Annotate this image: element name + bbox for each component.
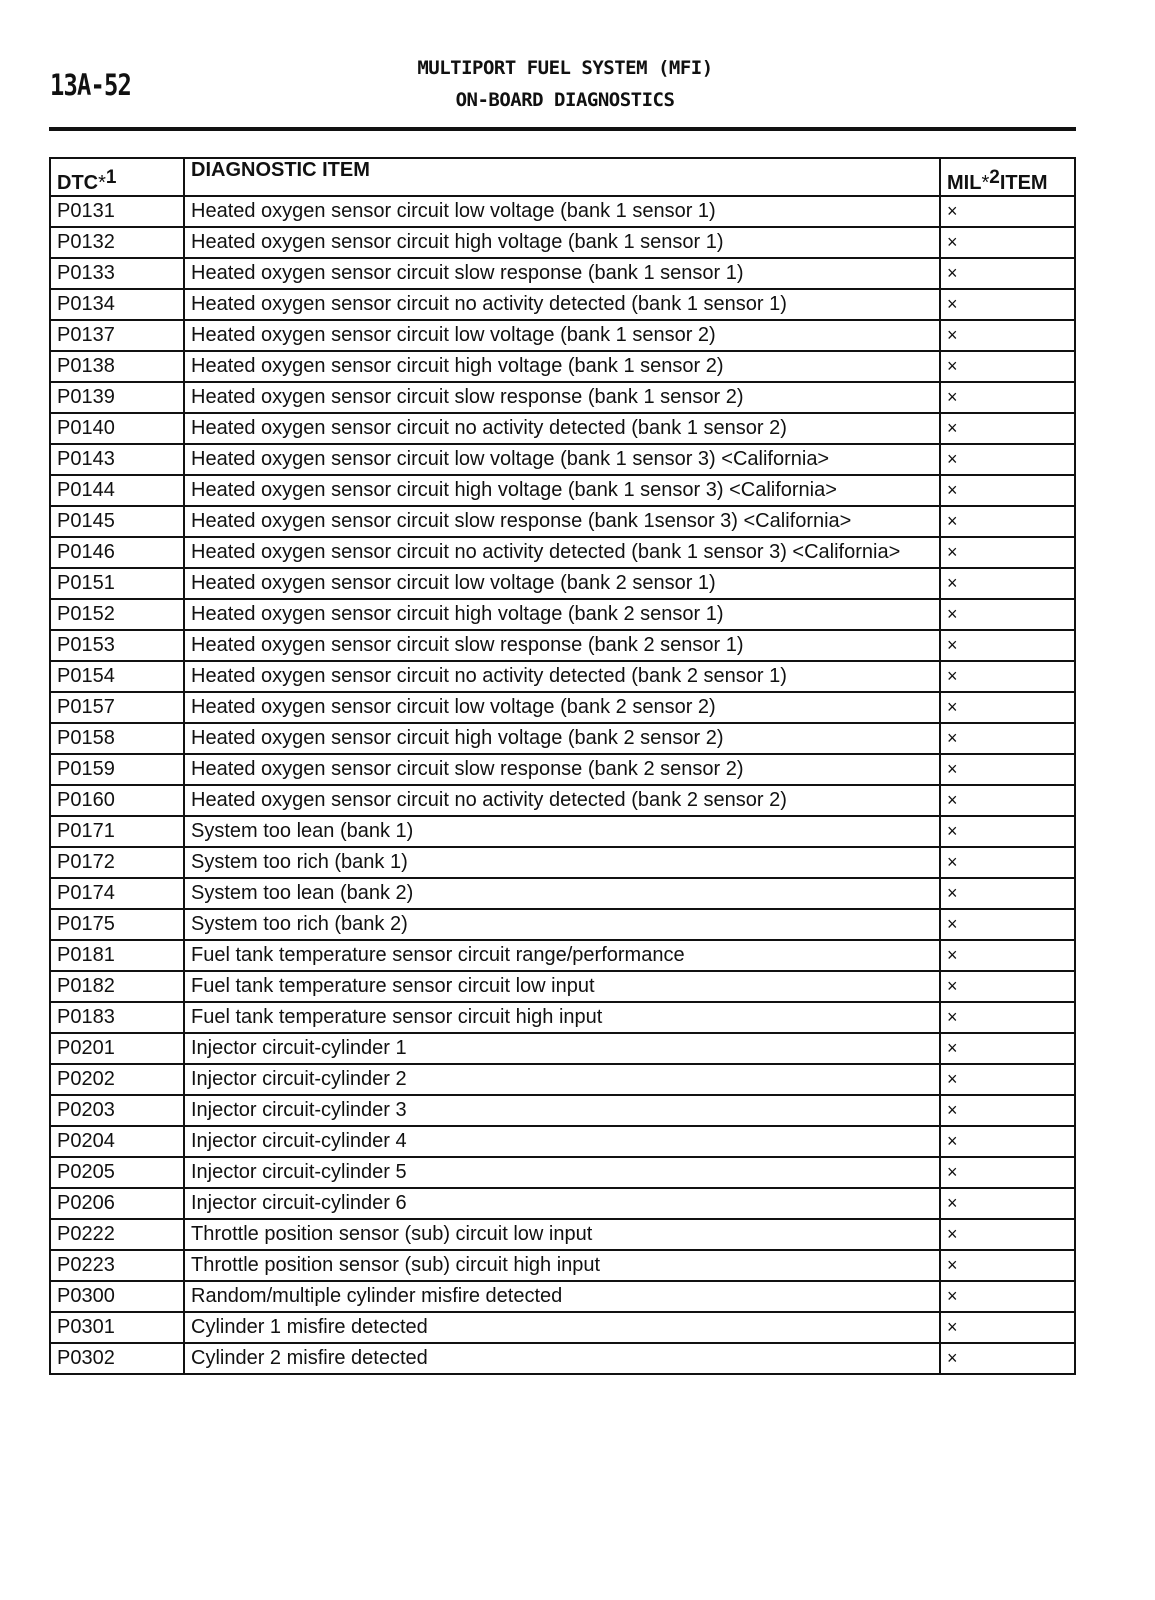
- mil-item-cell: ×: [940, 940, 1075, 971]
- diagnostic-item-cell: Throttle position sensor (sub) circuit low input: [184, 1219, 940, 1250]
- diagnostic-item-cell: Heated oxygen sensor circuit no activity detected (bank 1 sensor 1): [184, 289, 940, 320]
- table-row: [50, 1126, 1075, 1157]
- mil-item-cell: ×: [940, 196, 1075, 227]
- mil-item-cell: ×: [940, 909, 1075, 940]
- mil-item-cell: ×: [940, 630, 1075, 661]
- table-row: [50, 723, 1075, 754]
- dtc-code-cell: P0223: [50, 1250, 184, 1281]
- mil-item-cell: ×: [940, 1095, 1075, 1126]
- dtc-code-cell: P0160: [50, 785, 184, 816]
- table-row: [50, 940, 1075, 971]
- diagnostic-item-cell: System too rich (bank 1): [184, 847, 940, 878]
- table-row: [50, 475, 1075, 506]
- mil-item-cell: ×: [940, 1343, 1075, 1374]
- mil-item-cell: ×: [940, 1126, 1075, 1157]
- dtc-code-cell: P0301: [50, 1312, 184, 1343]
- diagnostic-item-cell: Cylinder 2 misfire detected: [184, 1343, 940, 1374]
- dtc-code-cell: P0151: [50, 568, 184, 599]
- table-row: [50, 692, 1075, 723]
- mil-item-cell: ×: [940, 351, 1075, 382]
- dtc-table: [49, 157, 1076, 1375]
- table-row: [50, 785, 1075, 816]
- dtc-code-cell: P0140: [50, 413, 184, 444]
- table-row: [50, 320, 1075, 351]
- table-row: [50, 599, 1075, 630]
- mil-item-cell: ×: [940, 413, 1075, 444]
- mil-item-cell: ×: [940, 785, 1075, 816]
- dtc-code-cell: P0145: [50, 506, 184, 537]
- diagnostic-item-cell: Injector circuit-cylinder 6: [184, 1188, 940, 1219]
- dtc-code-cell: P0153: [50, 630, 184, 661]
- dtc-code-cell: P0137: [50, 320, 184, 351]
- mil-item-cell: ×: [940, 537, 1075, 568]
- mil-item-cell: ×: [940, 1002, 1075, 1033]
- page-number: 13A-52: [50, 68, 131, 102]
- diagnostic-item-cell: Fuel tank temperature sensor circuit range/performance: [184, 940, 940, 971]
- diagnostic-item-cell: Heated oxygen sensor circuit slow response (bank 2 sensor 1): [184, 630, 940, 661]
- table-row: [50, 816, 1075, 847]
- table-row: [50, 1095, 1075, 1126]
- diagnostic-item-cell: Heated oxygen sensor circuit slow response (bank 1 sensor 1): [184, 258, 940, 289]
- dtc-code-cell: P0143: [50, 444, 184, 475]
- table-row: [50, 444, 1075, 475]
- dtc-code-cell: P0144: [50, 475, 184, 506]
- dtc-code-cell: P0139: [50, 382, 184, 413]
- dtc-code-cell: P0138: [50, 351, 184, 382]
- diagnostic-item-cell: Fuel tank temperature sensor circuit high input: [184, 1002, 940, 1033]
- diagnostic-item-cell: Heated oxygen sensor circuit no activity detected (bank 2 sensor 1): [184, 661, 940, 692]
- mil-item-cell: ×: [940, 444, 1075, 475]
- section-subtitle: ON-BOARD DIAGNOSTICS: [455, 89, 675, 111]
- mil-item-cell: ×: [940, 1281, 1075, 1312]
- mil-item-cell: ×: [940, 1033, 1075, 1064]
- table-row: [50, 568, 1075, 599]
- diagnostic-item-cell: System too lean (bank 2): [184, 878, 940, 909]
- table-row: [50, 227, 1075, 258]
- mil-item-cell: ×: [940, 661, 1075, 692]
- dtc-code-cell: P0131: [50, 196, 184, 227]
- mil-item-cell: ×: [940, 692, 1075, 723]
- diagnostic-item-cell: Heated oxygen sensor circuit no activity detected (bank 2 sensor 2): [184, 785, 940, 816]
- diagnostic-item-cell: Heated oxygen sensor circuit low voltage (bank 2 sensor 2): [184, 692, 940, 723]
- mil-item-cell: ×: [940, 506, 1075, 537]
- diagnostic-item-cell: Heated oxygen sensor circuit low voltage (bank 1 sensor 1): [184, 196, 940, 227]
- dtc-code-cell: P0222: [50, 1219, 184, 1250]
- header-rule: [49, 127, 1076, 131]
- dtc-code-cell: P0202: [50, 1064, 184, 1095]
- table-row: [50, 1219, 1075, 1250]
- dtc-code-cell: P0159: [50, 754, 184, 785]
- mil-item-cell: ×: [940, 258, 1075, 289]
- table-row: [50, 289, 1075, 320]
- diagnostic-item-cell: Heated oxygen sensor circuit high voltage (bank 2 sensor 2): [184, 723, 940, 754]
- mil-item-cell: ×: [940, 971, 1075, 1002]
- diagnostic-item-cell: Heated oxygen sensor circuit slow response (bank 2 sensor 2): [184, 754, 940, 785]
- dtc-code-cell: P0174: [50, 878, 184, 909]
- mil-item-cell: ×: [940, 816, 1075, 847]
- dtc-code-cell: P0134: [50, 289, 184, 320]
- diagnostic-item-cell: Throttle position sensor (sub) circuit high input: [184, 1250, 940, 1281]
- diagnostic-item-cell: Injector circuit-cylinder 2: [184, 1064, 940, 1095]
- table-row: [50, 351, 1075, 382]
- table-row: [50, 1343, 1075, 1374]
- diagnostic-item-cell: Heated oxygen sensor circuit low voltage (bank 2 sensor 1): [184, 568, 940, 599]
- dtc-code-cell: P0206: [50, 1188, 184, 1219]
- diagnostic-item-cell: Injector circuit-cylinder 1: [184, 1033, 940, 1064]
- dtc-code-cell: P0203: [50, 1095, 184, 1126]
- dtc-code-cell: P0172: [50, 847, 184, 878]
- dtc-code-cell: P0146: [50, 537, 184, 568]
- mil-item-cell: ×: [940, 382, 1075, 413]
- mil-item-cell: ×: [940, 754, 1075, 785]
- diagnostic-item-cell: Heated oxygen sensor circuit no activity detected (bank 1 sensor 2): [184, 413, 940, 444]
- diagnostic-item-cell: Random/multiple cylinder misfire detected: [184, 1281, 940, 1312]
- diagnostic-item-column-header: DIAGNOSTIC ITEM: [184, 158, 940, 196]
- dtc-code-cell: P0205: [50, 1157, 184, 1188]
- diagnostic-item-cell: System too rich (bank 2): [184, 909, 940, 940]
- table-row: [50, 754, 1075, 785]
- diagnostic-item-cell: System too lean (bank 1): [184, 816, 940, 847]
- dtc-table-body: [50, 196, 1075, 1374]
- dtc-code-cell: P0171: [50, 816, 184, 847]
- diagnostic-item-cell: Injector circuit-cylinder 5: [184, 1157, 940, 1188]
- mil-item-cell: ×: [940, 723, 1075, 754]
- diagnostic-item-cell: Injector circuit-cylinder 4: [184, 1126, 940, 1157]
- diagnostic-item-cell: Heated oxygen sensor circuit high voltage (bank 2 sensor 1): [184, 599, 940, 630]
- table-row: [50, 1157, 1075, 1188]
- dtc-code-cell: P0132: [50, 227, 184, 258]
- dtc-code-cell: P0300: [50, 1281, 184, 1312]
- diagnostic-item-cell: Heated oxygen sensor circuit high voltage (bank 1 sensor 1): [184, 227, 940, 258]
- table-row: [50, 661, 1075, 692]
- dtc-code-cell: P0182: [50, 971, 184, 1002]
- table-row: [50, 196, 1075, 227]
- mil-item-cell: ×: [940, 878, 1075, 909]
- table-row: [50, 630, 1075, 661]
- table-row: [50, 1250, 1075, 1281]
- section-title: MULTIPORT FUEL SYSTEM (MFI): [417, 57, 713, 79]
- table-row: [50, 1312, 1075, 1343]
- mil-item-cell: ×: [940, 227, 1075, 258]
- mil-item-cell: ×: [940, 320, 1075, 351]
- dtc-column-header: DTC*$^1$: [50, 158, 184, 196]
- mil-item-cell: ×: [940, 847, 1075, 878]
- mil-item-cell: ×: [940, 1157, 1075, 1188]
- mil-item-cell: ×: [940, 1064, 1075, 1095]
- dtc-code-cell: P0152: [50, 599, 184, 630]
- table-row: [50, 1064, 1075, 1095]
- diagnostic-item-cell: Heated oxygen sensor circuit slow response (bank 1 sensor 2): [184, 382, 940, 413]
- table-row: [50, 413, 1075, 444]
- diagnostic-item-cell: Injector circuit-cylinder 3: [184, 1095, 940, 1126]
- mil-item-cell: ×: [940, 599, 1075, 630]
- table-row: [50, 258, 1075, 289]
- dtc-code-cell: P0204: [50, 1126, 184, 1157]
- dtc-code-cell: P0133: [50, 258, 184, 289]
- diagnostic-item-cell: Heated oxygen sensor circuit high voltage (bank 1 sensor 3) <California>: [184, 475, 940, 506]
- dtc-code-cell: P0302: [50, 1343, 184, 1374]
- table-row: [50, 537, 1075, 568]
- table-row: [50, 506, 1075, 537]
- table-row: [50, 1281, 1075, 1312]
- table-row: [50, 878, 1075, 909]
- table-row: [50, 1188, 1075, 1219]
- table-row: [50, 382, 1075, 413]
- table-row: [50, 847, 1075, 878]
- table-row: [50, 971, 1075, 1002]
- diagnostic-item-cell: Heated oxygen sensor circuit no activity detected (bank 1 sensor 3) <California>: [184, 537, 940, 568]
- dtc-code-cell: P0158: [50, 723, 184, 754]
- diagnostic-item-cell: Heated oxygen sensor circuit high voltage (bank 1 sensor 2): [184, 351, 940, 382]
- dtc-code-cell: P0181: [50, 940, 184, 971]
- diagnostic-item-cell: Heated oxygen sensor circuit low voltage (bank 1 sensor 3) <California>: [184, 444, 940, 475]
- diagnostic-item-cell: Heated oxygen sensor circuit slow response (bank 1sensor 3) <California>: [184, 506, 940, 537]
- mil-item-cell: ×: [940, 1312, 1075, 1343]
- diagnostic-item-cell: Heated oxygen sensor circuit low voltage (bank 1 sensor 2): [184, 320, 940, 351]
- mil-item-cell: ×: [940, 568, 1075, 599]
- dtc-code-cell: P0157: [50, 692, 184, 723]
- table-row: [50, 1002, 1075, 1033]
- table-header-row: [50, 158, 1075, 196]
- mil-item-cell: ×: [940, 289, 1075, 320]
- mil-item-column-header: MIL*$^2$ITEM: [940, 158, 1075, 196]
- mil-item-cell: ×: [940, 1219, 1075, 1250]
- dtc-code-cell: P0175: [50, 909, 184, 940]
- diagnostic-item-cell: Fuel tank temperature sensor circuit low input: [184, 971, 940, 1002]
- table-row: [50, 909, 1075, 940]
- dtc-code-cell: P0154: [50, 661, 184, 692]
- mil-item-cell: ×: [940, 1188, 1075, 1219]
- diagnostic-item-cell: Cylinder 1 misfire detected: [184, 1312, 940, 1343]
- dtc-code-cell: P0201: [50, 1033, 184, 1064]
- mil-item-cell: ×: [940, 1250, 1075, 1281]
- table-row: [50, 1033, 1075, 1064]
- dtc-code-cell: P0183: [50, 1002, 184, 1033]
- mil-item-cell: ×: [940, 475, 1075, 506]
